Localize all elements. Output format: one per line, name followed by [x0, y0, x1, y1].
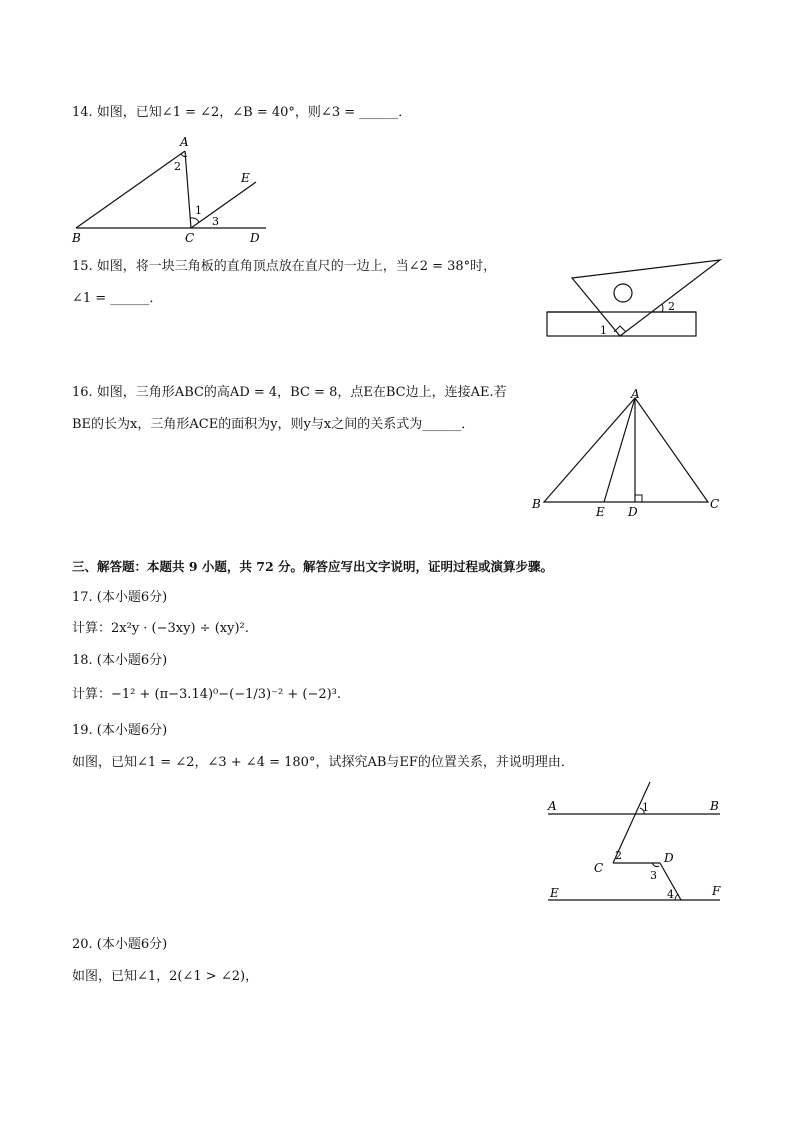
q18-title: 18. (本小题6分)	[72, 653, 168, 668]
label-a: A	[548, 799, 557, 813]
label-angle-2: 2	[174, 160, 181, 173]
q16-figure	[528, 386, 728, 518]
line-ac	[185, 151, 191, 228]
label-angle-2: 2	[668, 300, 675, 313]
label-angle-1: 1	[600, 324, 607, 337]
angle-2-arc	[181, 154, 187, 157]
q20-title: 20. (本小题6分)	[72, 937, 168, 952]
label-b: B	[532, 497, 541, 511]
q14-text: 14. 如图，已知∠1 = ∠2，∠B = 40°，则∠3 = ______．	[72, 105, 412, 120]
line-ab	[76, 151, 185, 228]
section-3-heading: 三、解答题：本题共 9 小题，共 72 分。解答应写出文字说明，证明过程或演算步骤。	[72, 559, 554, 574]
q19-figure	[540, 778, 730, 908]
q18-body: 计算：−1² + (π−3.14)⁰−(−1/3)⁻² + (−2)³.	[72, 687, 342, 702]
segment-ae	[604, 398, 635, 502]
label-angle-2: 2	[615, 849, 622, 862]
angle-2-arc	[662, 304, 663, 312]
q14-figure	[68, 134, 278, 246]
label-f: F	[712, 884, 721, 898]
label-d: D	[250, 231, 260, 245]
q16-line1: 16. 如图，三角形ABC的高AD = 4，BC = 8，点E在BC边上，连接AE.若	[72, 385, 507, 400]
label-d: D	[628, 505, 638, 519]
q19-title: 19. (本小题6分)	[72, 723, 168, 738]
label-angle-4: 4	[667, 888, 674, 901]
label-b: B	[710, 799, 719, 813]
q15-figure	[540, 254, 730, 344]
label-e: E	[550, 886, 559, 900]
q17-title: 17. (本小题6分)	[72, 590, 168, 605]
label-a: A	[180, 135, 189, 149]
label-c: C	[594, 861, 604, 875]
q20-body: 如图，已知∠1，2(∠1 > ∠2)，	[72, 969, 259, 984]
label-e: E	[241, 171, 250, 185]
label-b: B	[72, 231, 81, 245]
triangle-abc	[544, 398, 708, 502]
label-angle-3: 3	[212, 215, 219, 228]
right-angle-mark	[635, 495, 642, 502]
angle-1-arc	[190, 218, 199, 222]
q19-body: 如图，已知∠1 = ∠2，∠3 + ∠4 = 180°，试探究AB与EF的位置关系，并说明理由．	[72, 755, 574, 770]
label-angle-1: 1	[195, 204, 202, 217]
q15-line2: ∠1 = ______．	[72, 291, 163, 306]
label-e: E	[596, 505, 605, 519]
label-angle-3: 3	[650, 869, 657, 882]
q16-line2: BE的长为x，三角形ACE的面积为y，则y与x之间的关系式为______．	[72, 417, 475, 432]
label-d: D	[664, 851, 674, 865]
label-a: A	[631, 387, 640, 401]
label-c: C	[185, 231, 195, 245]
q17-body: 计算：2x²y · (−3xy) ÷ (xy)².	[72, 621, 249, 636]
label-angle-1: 1	[642, 801, 649, 814]
q15-line1: 15. 如图，将一块三角板的直角顶点放在直尺的一边上，当∠2 = 38°时，	[72, 259, 497, 274]
label-c: C	[710, 497, 720, 511]
